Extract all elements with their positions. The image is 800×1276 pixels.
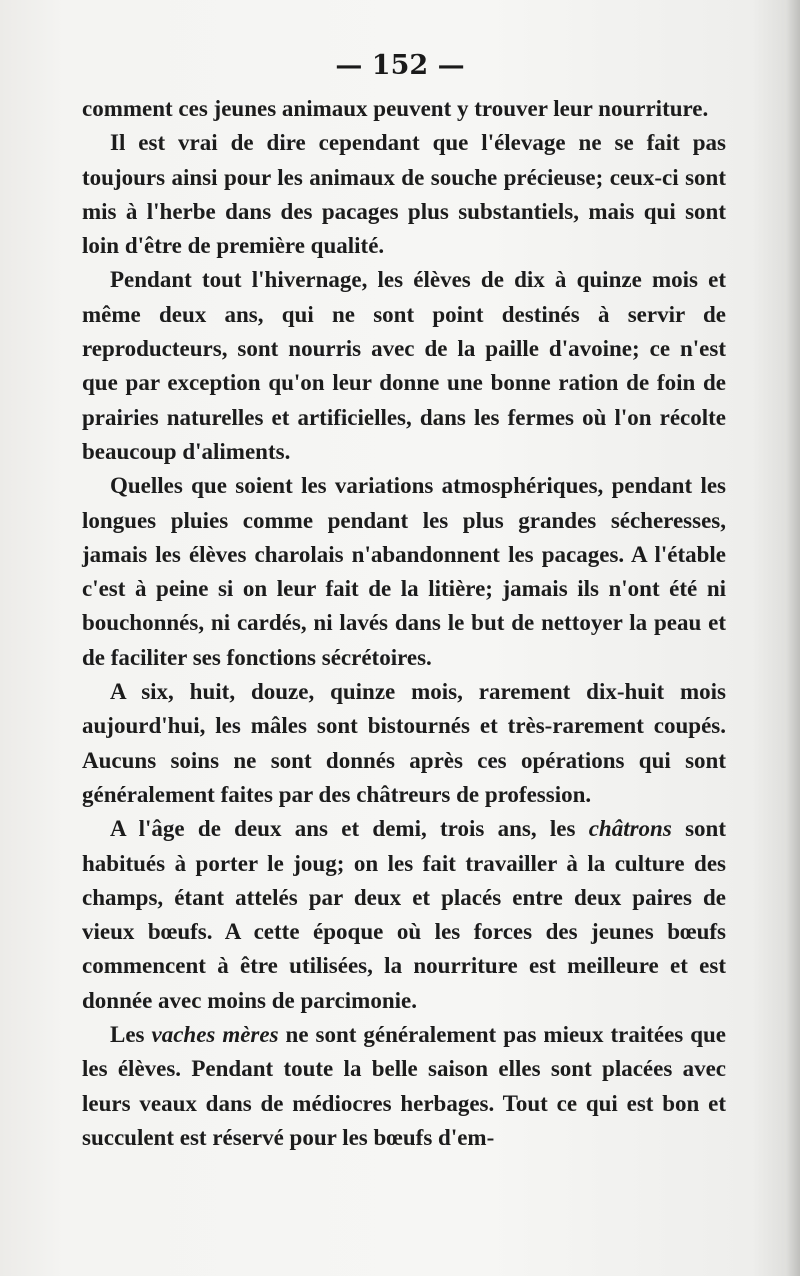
italic-term: châtrons: [588, 816, 672, 842]
page-number: — 152 —: [335, 50, 465, 81]
paragraph: [82, 675, 726, 812]
paragraph-text: ne sont généralement pas mieux traitées que les élèves. Pendant toute la belle saison elles sont placées avec leurs veaux dans de médiocres herbages. Tout ce qui est bon et succulent est réservé pour les bœufs d'em-: [82, 1022, 727, 1150]
paragraph-text: Il est vrai de dire cependant que l'élevage ne se fait pas toujours ainsi pour les animaux de souche précieuse; ceux-ci sont mis à l'herbe dans des pacages plus substantiels, mais qui sont loin d'être de première qualité.: [82, 130, 726, 259]
paragraph-text: Quelles que soient les variations atmosphériques, pendant les longues pluies comme pendant les plus grandes sécheresses, jamais les élèves charolais n'abandonnent les pacages. A l'étable c'est à peine si on leur fait de la litière; jamais ils n'ont été ni bouchonnés, ni cardés, ni lavés dans le but de nettoyer la peau et de faciliter ses fonctions sécrétoires.: [82, 473, 726, 670]
page-body-text: [82, 92, 726, 1155]
paragraph: [82, 126, 726, 263]
paragraph: [82, 469, 726, 675]
paragraph: [82, 1018, 726, 1155]
italic-term: vaches mères: [151, 1022, 279, 1048]
paragraph: [82, 812, 726, 1018]
page-edge-shadow: [786, 0, 800, 1276]
paragraph-text: comment ces jeunes animaux peuvent y trouver leur nourriture.: [82, 96, 709, 121]
paragraph-text: A six, huit, douze, quinze mois, rarement dix-huit mois aujourd'hui, les mâles sont bistournés et très-rarement coupés. Aucuns soins ne sont donnés après ces opérations qui sont généralement faites par des châtreurs de profession.: [82, 679, 726, 807]
paragraph-text: Pendant tout l'hivernage, les élèves de dix à quinze mois et même deux ans, qui ne sont point destinés à servir de reproducteurs, sont nourris avec de la paille d'avoine; ce n'est que par exception qu'on leur donne une bonne ration de foin de prairies naturelles et artificielles, dans les fermes où l'on récolte beaucoup d'aliments.: [82, 267, 726, 464]
paragraph: [82, 263, 726, 469]
paragraph-text: sont habitués à porter le joug; on les fait travailler à la culture des champs, étant attelés par deux et placés entre deux paires de vieux bœufs. A cette époque où les forces des jeunes bœufs commencent à être utilisées, la nourriture est meilleure et est donnée avec moins de parcimonie.: [82, 816, 726, 1013]
paragraph-text: Les: [110, 1022, 152, 1048]
paragraph-text: A l'âge de deux ans et demi, trois ans, les: [110, 816, 589, 842]
paragraph: [82, 92, 726, 126]
